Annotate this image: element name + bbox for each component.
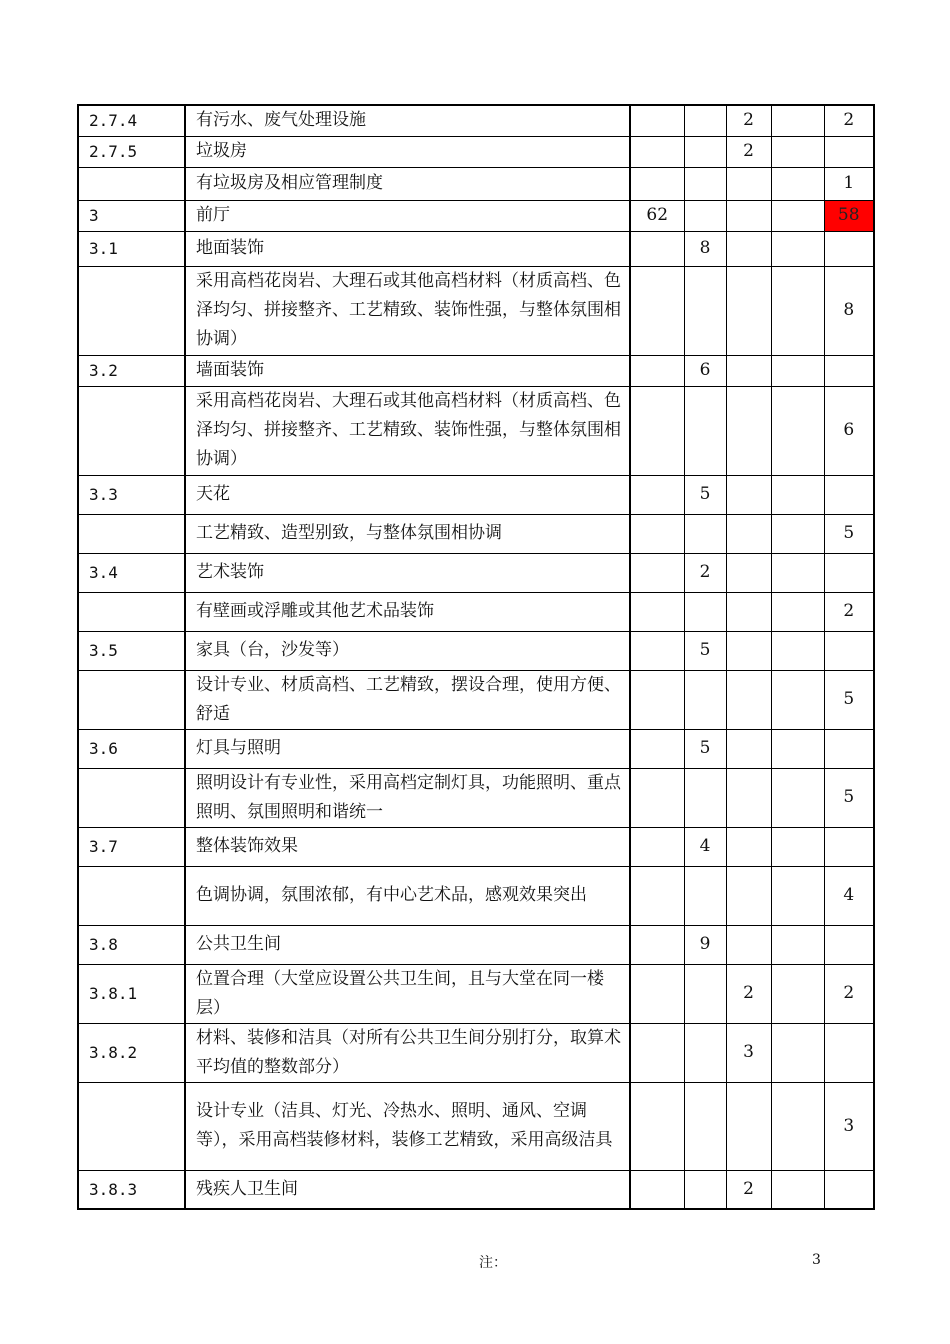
score-col-5-cell <box>824 827 874 866</box>
score-col-5-cell: 2 <box>824 964 874 1023</box>
score-col-5-cell: 4 <box>824 866 874 925</box>
page-number: 3 <box>812 1252 821 1268</box>
score-col-3-cell <box>726 768 771 827</box>
score-col-5-cell: 5 <box>824 768 874 827</box>
score-col-3-cell <box>726 866 771 925</box>
scoring-table <box>77 104 875 1210</box>
item-description-cell: 材料、装修和洁具（对所有公共卫生间分别打分，取算术平均值的整数部分） <box>185 1023 630 1082</box>
score-col-4-cell <box>771 1082 824 1170</box>
item-description-cell: 工艺精致、造型别致，与整体氛围相协调 <box>185 514 630 553</box>
score-col-2-cell: 4 <box>684 827 726 866</box>
table-row <box>78 768 874 827</box>
score-col-1-cell <box>630 1082 684 1170</box>
score-col-4-cell <box>771 925 824 964</box>
score-col-1-cell <box>630 136 684 167</box>
score-col-3-cell <box>726 592 771 631</box>
item-description-cell: 残疾人卫生间 <box>185 1170 630 1209</box>
score-col-3-cell <box>726 231 771 266</box>
score-col-1-cell <box>630 386 684 475</box>
item-code-cell: 3.5 <box>78 631 185 670</box>
score-col-2-cell <box>684 866 726 925</box>
score-col-5-cell <box>824 1170 874 1209</box>
item-code-cell: 3.3 <box>78 475 185 514</box>
footer-note: 注： <box>479 1255 507 1271</box>
score-col-3-cell <box>726 925 771 964</box>
score-col-4-cell <box>771 670 824 729</box>
item-description-cell: 天花 <box>185 475 630 514</box>
score-col-2-cell <box>684 592 726 631</box>
score-col-5-cell <box>824 136 874 167</box>
score-col-4-cell <box>771 964 824 1023</box>
item-description-cell: 艺术装饰 <box>185 553 630 592</box>
score-col-3-cell <box>726 514 771 553</box>
item-description-cell: 采用高档花岗岩、大理石或其他高档材料（材质高档、色泽均匀、拼接整齐、工艺精致、装饰性强，与整体氛围相协调） <box>185 266 630 355</box>
item-description-cell: 整体装饰效果 <box>185 827 630 866</box>
item-description-cell: 色调协调，氛围浓郁，有中心艺术品，感观效果突出 <box>185 866 630 925</box>
score-col-3-cell: 2 <box>726 105 771 136</box>
score-col-2-cell <box>684 105 726 136</box>
score-col-2-cell <box>684 386 726 475</box>
score-col-5-cell: 3 <box>824 1082 874 1170</box>
item-code-cell: 3.8.2 <box>78 1023 185 1082</box>
item-description-cell: 采用高档花岗岩、大理石或其他高档材料（材质高档、色泽均匀、拼接整齐、工艺精致、装饰性强，与整体氛围相协调） <box>185 386 630 475</box>
score-col-4-cell <box>771 631 824 670</box>
score-col-3-cell: 3 <box>726 1023 771 1082</box>
score-col-5-cell <box>824 631 874 670</box>
item-code-cell: 3.6 <box>78 729 185 768</box>
table-row <box>78 475 874 514</box>
score-col-4-cell <box>771 729 824 768</box>
item-code-cell: 3.1 <box>78 231 185 266</box>
item-code-cell: 2.7.5 <box>78 136 185 167</box>
item-code-cell: 3.2 <box>78 355 185 386</box>
score-col-2-cell: 5 <box>684 631 726 670</box>
score-col-1-cell <box>630 866 684 925</box>
score-col-2-cell: 5 <box>684 475 726 514</box>
table-row <box>78 553 874 592</box>
score-col-1-cell <box>630 475 684 514</box>
score-col-4-cell <box>771 553 824 592</box>
score-col-2-cell <box>684 964 726 1023</box>
score-col-4-cell <box>771 105 824 136</box>
score-col-3-cell: 2 <box>726 136 771 167</box>
score-col-3-cell: 2 <box>726 964 771 1023</box>
score-col-5-cell <box>824 729 874 768</box>
score-col-1-cell <box>630 355 684 386</box>
score-col-5-cell <box>824 1023 874 1082</box>
item-description-cell: 有壁画或浮雕或其他艺术品装饰 <box>185 592 630 631</box>
score-col-4-cell <box>771 231 824 266</box>
score-col-2-cell <box>684 266 726 355</box>
score-col-5-cell <box>824 553 874 592</box>
score-col-3-cell <box>726 266 771 355</box>
table-row <box>78 866 874 925</box>
score-col-2-cell: 2 <box>684 553 726 592</box>
score-col-4-cell <box>771 827 824 866</box>
score-col-4-cell <box>771 1023 824 1082</box>
score-col-5-cell: 58 <box>824 200 874 231</box>
item-description-cell: 墙面装饰 <box>185 355 630 386</box>
table-row <box>78 355 874 386</box>
score-col-4-cell <box>771 768 824 827</box>
score-col-2-cell <box>684 167 726 200</box>
table-row <box>78 964 874 1023</box>
item-description-cell: 家具（台，沙发等） <box>185 631 630 670</box>
item-code-cell <box>78 670 185 729</box>
score-col-2-cell: 9 <box>684 925 726 964</box>
score-col-3-cell <box>726 386 771 475</box>
score-col-1-cell <box>630 925 684 964</box>
score-col-5-cell: 1 <box>824 167 874 200</box>
score-col-3-cell <box>726 475 771 514</box>
score-col-1-cell <box>630 631 684 670</box>
score-col-2-cell <box>684 200 726 231</box>
score-col-1-cell <box>630 514 684 553</box>
score-col-1-cell: 62 <box>630 200 684 231</box>
score-col-3-cell <box>726 670 771 729</box>
table-row <box>78 670 874 729</box>
table-row <box>78 231 874 266</box>
score-col-1-cell <box>630 553 684 592</box>
item-code-cell: 3.7 <box>78 827 185 866</box>
score-col-2-cell <box>684 768 726 827</box>
score-col-2-cell: 5 <box>684 729 726 768</box>
score-col-4-cell <box>771 355 824 386</box>
score-col-4-cell <box>771 266 824 355</box>
item-code-cell: 3 <box>78 200 185 231</box>
item-code-cell: 2.7.4 <box>78 105 185 136</box>
item-code-cell <box>78 266 185 355</box>
score-col-1-cell <box>630 768 684 827</box>
score-col-1-cell <box>630 670 684 729</box>
item-code-cell <box>78 514 185 553</box>
score-col-5-cell <box>824 925 874 964</box>
score-col-3-cell <box>726 553 771 592</box>
item-description-cell: 设计专业、材质高档、工艺精致，摆设合理，使用方便、舒适 <box>185 670 630 729</box>
score-col-5-cell: 5 <box>824 514 874 553</box>
score-col-2-cell <box>684 1082 726 1170</box>
score-col-5-cell <box>824 355 874 386</box>
score-col-5-cell <box>824 475 874 514</box>
table-row <box>78 1082 874 1170</box>
score-col-3-cell <box>726 631 771 670</box>
table-row <box>78 631 874 670</box>
score-col-4-cell <box>771 200 824 231</box>
score-col-1-cell <box>630 964 684 1023</box>
score-col-3-cell <box>726 355 771 386</box>
item-description-cell: 照明设计有专业性，采用高档定制灯具，功能照明、重点照明、氛围照明和谐统一 <box>185 768 630 827</box>
score-col-1-cell <box>630 105 684 136</box>
table-row <box>78 266 874 355</box>
item-description-cell: 公共卫生间 <box>185 925 630 964</box>
score-col-4-cell <box>771 167 824 200</box>
item-code-cell <box>78 386 185 475</box>
score-col-1-cell <box>630 592 684 631</box>
item-description-cell: 设计专业（洁具、灯光、冷热水、照明、通风、空调等），采用高档装修材料，装修工艺精致，采用高级洁具 <box>185 1082 630 1170</box>
item-description-cell: 位置合理（大堂应设置公共卫生间，且与大堂在同一楼层） <box>185 964 630 1023</box>
score-col-2-cell <box>684 1170 726 1209</box>
item-description-cell: 有污水、废气处理设施 <box>185 105 630 136</box>
score-col-3-cell <box>726 827 771 866</box>
score-col-4-cell <box>771 866 824 925</box>
table-row <box>78 136 874 167</box>
table-row <box>78 1023 874 1082</box>
score-col-2-cell <box>684 670 726 729</box>
table-row <box>78 925 874 964</box>
score-col-5-cell: 2 <box>824 105 874 136</box>
table-row <box>78 1170 874 1209</box>
item-code-cell <box>78 1082 185 1170</box>
item-code-cell: 3.8.3 <box>78 1170 185 1209</box>
item-description-cell: 有垃圾房及相应管理制度 <box>185 167 630 200</box>
item-description-cell: 地面装饰 <box>185 231 630 266</box>
score-col-5-cell <box>824 231 874 266</box>
score-col-5-cell: 5 <box>824 670 874 729</box>
score-col-3-cell <box>726 729 771 768</box>
score-col-2-cell <box>684 1023 726 1082</box>
table-row <box>78 827 874 866</box>
score-col-4-cell <box>771 475 824 514</box>
score-col-5-cell: 2 <box>824 592 874 631</box>
table-row <box>78 200 874 231</box>
score-col-1-cell <box>630 231 684 266</box>
item-code-cell <box>78 167 185 200</box>
score-col-2-cell <box>684 514 726 553</box>
score-col-4-cell <box>771 136 824 167</box>
score-col-1-cell <box>630 729 684 768</box>
score-col-3-cell <box>726 167 771 200</box>
item-code-cell <box>78 768 185 827</box>
score-col-5-cell: 8 <box>824 266 874 355</box>
score-col-1-cell <box>630 266 684 355</box>
table-row <box>78 386 874 475</box>
score-col-3-cell <box>726 200 771 231</box>
score-col-1-cell <box>630 1023 684 1082</box>
table-row <box>78 592 874 631</box>
score-col-1-cell <box>630 827 684 866</box>
score-col-4-cell <box>771 592 824 631</box>
score-col-3-cell <box>726 1082 771 1170</box>
score-col-1-cell <box>630 1170 684 1209</box>
table-row <box>78 729 874 768</box>
item-code-cell <box>78 866 185 925</box>
score-col-2-cell: 6 <box>684 355 726 386</box>
item-description-cell: 灯具与照明 <box>185 729 630 768</box>
score-col-4-cell <box>771 514 824 553</box>
item-code-cell <box>78 592 185 631</box>
score-col-2-cell <box>684 136 726 167</box>
table-row <box>78 105 874 136</box>
score-col-2-cell: 8 <box>684 231 726 266</box>
item-description-cell: 前厅 <box>185 200 630 231</box>
item-code-cell: 3.8.1 <box>78 964 185 1023</box>
table-row <box>78 167 874 200</box>
item-code-cell: 3.8 <box>78 925 185 964</box>
score-col-5-cell: 6 <box>824 386 874 475</box>
item-code-cell: 3.4 <box>78 553 185 592</box>
score-col-4-cell <box>771 1170 824 1209</box>
table-row <box>78 514 874 553</box>
item-description-cell: 垃圾房 <box>185 136 630 167</box>
score-col-3-cell: 2 <box>726 1170 771 1209</box>
score-col-1-cell <box>630 167 684 200</box>
score-col-4-cell <box>771 386 824 475</box>
